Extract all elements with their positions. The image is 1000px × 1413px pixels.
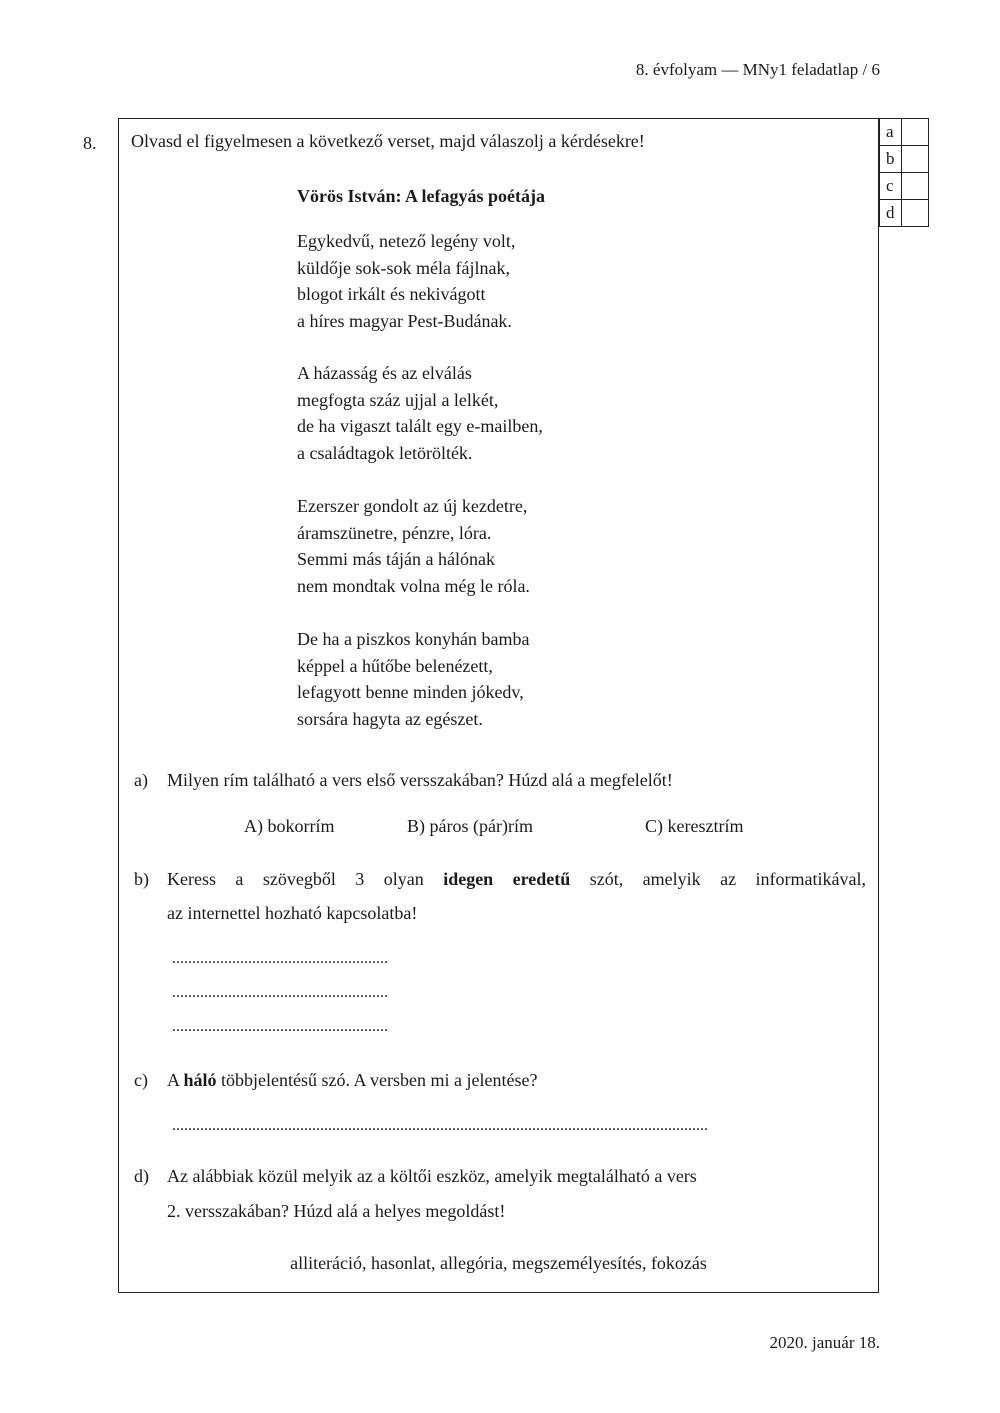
question-c-text-start: A — [167, 1070, 184, 1090]
score-row-b — [880, 146, 929, 173]
poem-line: megfogta száz ujjal a lelkét, — [297, 389, 499, 410]
question-a-option-c[interactable]: C) keresztrím — [645, 816, 744, 836]
poem-line: a híres magyar Pest-Budának. — [297, 310, 512, 331]
poem-stanza-1 — [297, 228, 515, 334]
poem-line: de ha vigaszt talált egy e-mailben, — [297, 416, 543, 436]
poem-stanza-3 — [297, 493, 530, 599]
answer-line-b-1[interactable]: ...................................................... — [172, 950, 388, 967]
question-b-text — [167, 862, 866, 896]
poem-stanza-4 — [297, 626, 529, 732]
task-instruction: Olvasd el figyelmesen a következő verset, majd válaszolj a kérdésekre! — [131, 131, 645, 151]
poem-title: Vörös István: A lefagyás poétája — [297, 186, 545, 206]
score-cell[interactable] — [902, 119, 929, 146]
question-d-text-line2: 2. versszakában? Húzd alá a helyes megoldást! — [167, 1201, 506, 1221]
score-cell[interactable] — [902, 146, 929, 173]
question-a-option-b[interactable]: B) páros (pár)rím — [407, 816, 533, 836]
question-b-label: b) — [134, 869, 149, 889]
question-b-text-start: Keress a szövegből 3 olyan — [167, 869, 444, 889]
score-table — [879, 118, 929, 227]
poem-line: Ezerszer gondolt az új kezdetre, — [297, 496, 528, 516]
question-b-text-line2: az internettel hozható kapcsolatba! — [167, 903, 418, 923]
score-label: a — [880, 119, 902, 146]
question-d-label: d) — [134, 1166, 149, 1186]
poem-line: Semmi más táján a hálónak — [297, 549, 495, 569]
question-c-label: c) — [134, 1070, 148, 1090]
question-d-text-line1: Az alábbiak közül melyik az a költői eszköz, amelyik megtalálható a vers — [167, 1166, 697, 1186]
poem-line: a családtagok letörölték. — [297, 442, 473, 463]
poem-line: küldője sok-sok méla fájlnak, — [297, 257, 510, 278]
score-cell[interactable] — [902, 200, 929, 227]
poem-line: nem mondtak volna még le róla. — [297, 575, 530, 596]
answer-line-b-3[interactable]: ...................................................... — [172, 1018, 388, 1035]
score-label: c — [880, 173, 902, 200]
question-a-text: Milyen rím található a vers első versszakában? Húzd alá a megfelelőt! — [167, 770, 673, 790]
question-d-options[interactable]: alliteráció, hasonlat, allegória, megszemélyesítés, fokozás — [290, 1253, 707, 1273]
poem-line: képpel a hűtőbe belenézett, — [297, 655, 493, 676]
score-cell[interactable] — [902, 173, 929, 200]
score-label: b — [880, 146, 902, 173]
score-row-c — [880, 173, 929, 200]
question-b-keyword: idegen eredetű — [443, 869, 571, 889]
poem-line: Egykedvű, netező legény volt, — [297, 231, 516, 251]
score-row-d — [880, 200, 929, 227]
task-number: 8. — [83, 133, 97, 153]
page-footer-date: 2020. január 18. — [769, 1333, 880, 1352]
poem-stanza-2 — [297, 360, 543, 466]
question-c-text-end: többjelentésű szó. A versben mi a jelentése? — [216, 1070, 538, 1090]
poem-line: A házasság és az elválás — [297, 363, 472, 383]
answer-line-b-2[interactable]: ...................................................... — [172, 984, 388, 1001]
score-row-a — [880, 119, 929, 146]
page-header: 8. évfolyam — MNy1 feladatlap / 6 — [635, 60, 880, 79]
poem-line: blogot irkált és nekivágott — [297, 284, 486, 304]
question-c-keyword: háló — [183, 1070, 217, 1090]
poem-line: sorsára hagyta az egészet. — [297, 708, 483, 729]
question-a-label: a) — [134, 770, 148, 790]
poem-line: De ha a piszkos konyhán bamba — [297, 629, 530, 649]
poem-line: áramszünetre, pénzre, lóra. — [297, 522, 492, 543]
score-label: d — [880, 200, 902, 227]
question-a-option-a[interactable]: A) bokorrím — [244, 816, 335, 836]
answer-line-c[interactable]: ...................................................................................................................................... — [172, 1117, 708, 1134]
question-b-text-end: szót, amelyik az informatikával, — [570, 869, 867, 889]
poem-line: lefagyott benne minden jókedv, — [297, 682, 524, 702]
question-c-text — [167, 1063, 537, 1097]
